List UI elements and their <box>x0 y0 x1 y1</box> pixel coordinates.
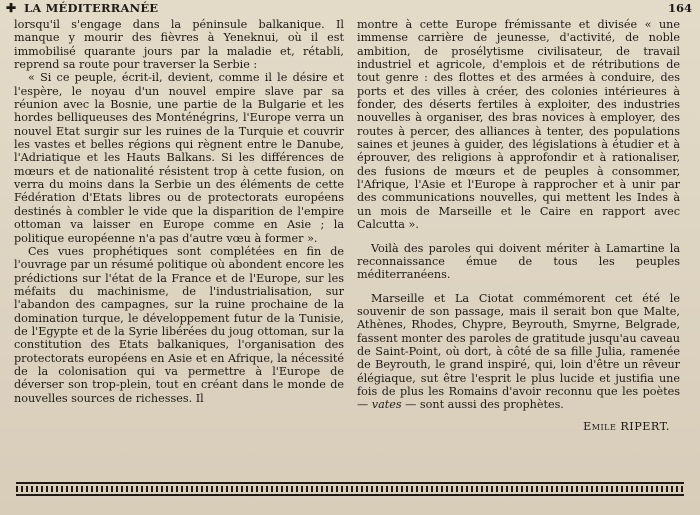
author-signature: Emile RIPERT. <box>583 419 670 433</box>
journal-title: LA MÉDITERRANÉE <box>24 1 159 15</box>
left-column <box>14 18 344 405</box>
running-header <box>6 0 692 16</box>
cross-icon: ✚ <box>6 1 17 15</box>
paragraph: montre à cette Europe frémissante et divisée « une immense carrière de jeunesse, d'activité, de noble ambition, de prosélytisme civilisateur, de travail industriel et agricole, d'emplois et de rétributions de tout genre : des flottes et des armées à conduire, des ports et des villes à créer, des colonies intérieures à fonder, des déserts fertiles à exploiter, des industries nouvelles à organiser, des bras novices à employer, des routes à percer, des alliances à tenter, des populations saines et jeunes à guider, des législations à étudier et à éprouver, des religions à approfondir et à rationaliser, des fusions de mœurs et de peuples à consommer, l'Afrique, l'Asie et l'Europe à rapprocher et à unir par des communications nouvelles, qui mettent les Indes à un mois de Marseille et le Caire en rapport avec Calcutta ». <box>357 18 680 232</box>
paragraph: Ces vues prophétiques sont complétées en fin de l'ouvrage par un résumé politique où abondent encore les prédictions sur l'état de la France et de l'Europe, sur les méfaits du machinisme, de l'industrialisation, sur l'abandon des campagnes, sur la ruine prochaine de la domination turque, le développement futur de la Tunisie, de l'Egypte et de la Syrie libérées du joug ottoman, sur la constitution des Etats balkaniques, l'organisation des protectorats européens en Asie et en Afrique, la nécessité de la colonisation qui va permettre à l'Europe de déverser son trop-plein, tout en créant dans le monde de nouvelles sources de richesses. Il <box>14 244 344 405</box>
ornamental-rule-top <box>16 482 684 484</box>
right-column <box>357 18 680 433</box>
paragraph: lorsqu'il s'engage dans la péninsule balkanique. Il manque y mourir des fièvres à Yeneknui, où il est immobilisé quarante jours par la maladie et, rétabli, reprend sa route pour traverser la Serbie : <box>14 18 344 72</box>
page-number: 164 <box>667 1 692 15</box>
paragraph: « Si ce peuple, écrit-il, devient, comme il le désire et l'espère, le noyau d'un nouvel empire slave par sa réunion avec la Bosnie, une partie de la Bulgarie et les hordes belliqueuses des Monténégrins, l'Europe verra un nouvel Etat surgir sur les ruines de la Turquie et couvrir les vastes et belles régions qui règnent entre le Danube, l'Adriatique et les Hauts Balkans. Si les différences de mœurs et de nationalité résistent trop à cette fusion, on verra du moins dans la Serbie un des éléments de cette Fédération d'Etats libres ou de protectorats européens destinés à combler le vide que la disparition de l'empire ottoman va laisser en Europe comme en Asie ; la politique européenne n'a pas d'autre vœu à former ». <box>14 71 344 245</box>
paragraph: Marseille et La Ciotat commémorent cet été le souvenir de son passage, mais il serait bon que Malte, Athènes, Rhodes, Chypre, Beyrouth, Smyrne, Belgrade, fassent monter des paroles de gratitude jusqu'au caveau de Saint-Point, où dort, à côté de sa fille Julia, ramenée de Beyrouth, le grand inspiré, qui, loin d'être un rêveur élégiaque, sut être l'esprit le plus lucide et justifia une fois de plus les Romains d'avoir reconnu que les poètes — vates — sont aussi des prophètes. <box>357 291 680 412</box>
paragraph: Voilà des paroles qui doivent mériter à Lamartine la reconnaissance émue de tous les peuples méditerranéens. <box>357 241 680 282</box>
emphasis-word: vates <box>371 398 402 412</box>
ornamental-rule-pattern <box>16 486 684 492</box>
ornamental-rule-bottom <box>16 494 684 496</box>
